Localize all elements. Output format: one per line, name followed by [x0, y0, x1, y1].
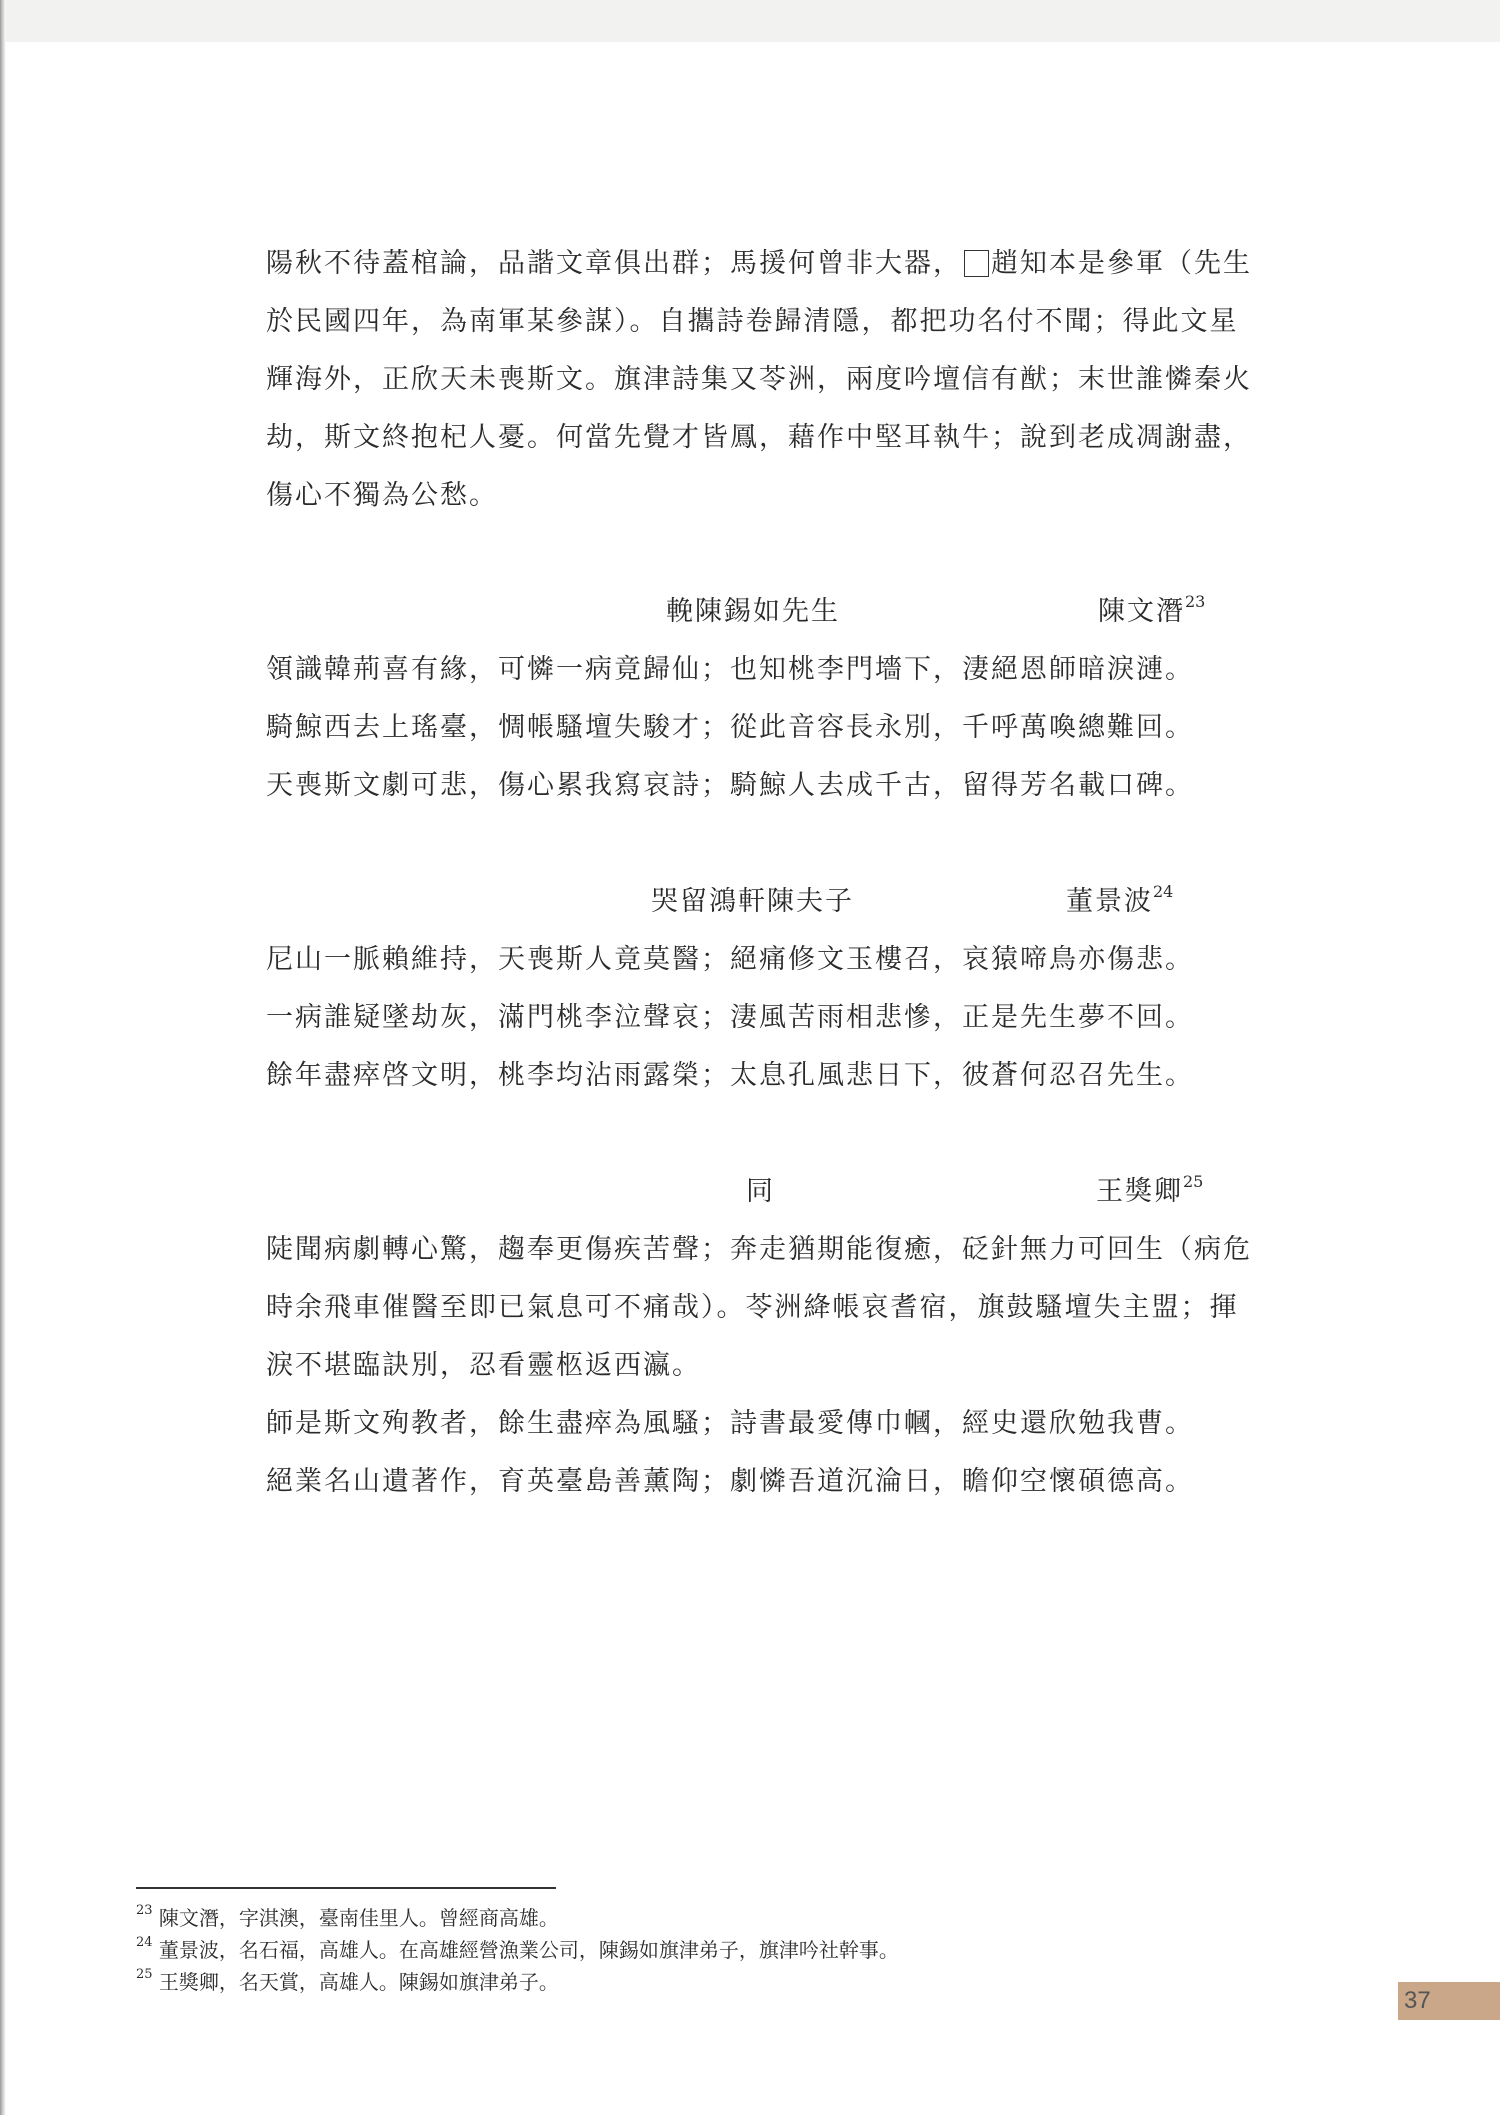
poem1-footnote-ref: 23	[1185, 592, 1206, 611]
intro-text-rest: （先生於民國四年，為南軍某參謀）。自攜詩卷歸清隱，都把功名付不聞；得此文星輝海外，正欣天未喪斯文。旗津詩集又苓洲，兩度吟壇信有猷；末世誰憐秦火劫，斯文終抱杞人憂。何當先覺才皆鳳，藉作中堅耳執牛；說到老成凋謝盡，傷心不獨為公愁。	[266, 248, 1252, 511]
poem2-author: 董景波$^{24}$	[1066, 882, 1174, 917]
main-text	[266, 235, 1256, 1511]
footnote-item: $^{25}$ 王獎卿，名天賞，高雄人。陳錫如旗津弟子。	[136, 1967, 559, 1994]
intro-text-mid: 趙知本是參軍	[991, 248, 1165, 279]
footnote-item: $^{24}$ 董景波，名石福，高雄人。在高雄經營漁業公司，陳錫如旗津弟子，旗津吟社幹事。	[136, 1935, 899, 1962]
poem2-header	[266, 873, 1256, 931]
poem3-line: 師是斯文殉教者，餘生盡瘁為風騷；詩書最愛傳巾幗，經史還欣勉我曹。	[266, 1408, 1194, 1439]
poem1-line: 領識韓荊喜有緣，可憐一病竟歸仙；也知桃李門墻下，淒絕恩師暗淚漣。	[266, 654, 1194, 685]
intro-paragraph	[266, 235, 1256, 525]
poem3-author: 王獎卿$^{25}$	[1096, 1172, 1204, 1207]
intro-text-start: 陽秋不待蓋棺論，品諧文章俱出群；馬援何曾非大器，	[266, 248, 962, 279]
scan-top-band	[0, 0, 1500, 42]
poem1-author: 陳文潛$^{23}$	[1098, 592, 1206, 627]
poem3-title: 同	[746, 1176, 775, 1207]
footnote-item: $^{23}$ 陳文潛，字淇澳，臺南佳里人。曾經商高雄。	[136, 1903, 559, 1930]
poem3-header	[266, 1163, 1256, 1221]
poem2-line: 尼山一脈賴維持，天喪斯人竟莫醫；絕痛修文玉樓召，哀猿啼鳥亦傷悲。	[266, 944, 1194, 975]
poem3-line: 絕業名山遺著作，育英臺島善薰陶；劇憐吾道沉淪日，瞻仰空懷碩德高。	[266, 1466, 1194, 1497]
footnotes	[136, 1902, 1236, 1998]
poem2-footnote-ref: 24	[1153, 882, 1174, 901]
poem3-paragraph: 陡聞病劇轉心驚，趨奉更傷疾苦聲；奔走猶期能復癒，砭針無力可回生（病危時余飛車催醫至即已氣息可不痛哉）。苓洲絳帳哀耆宿，旗鼓騷壇失主盟；揮淚不堪臨訣別，忍看靈柩返西瀛。	[266, 1234, 1252, 1381]
poem2-title: 哭留鴻軒陳夫子	[651, 886, 854, 917]
footnote-line	[136, 1887, 556, 1889]
poem1-header	[266, 583, 1256, 641]
poem1-line: 騎鯨西去上瑤臺，惆帳騷壇失駿才；從此音容長永別，千呼萬喚總難回。	[266, 712, 1194, 743]
page-number: 37	[1398, 1982, 1500, 2020]
poem3-footnote-ref: 25	[1183, 1172, 1204, 1191]
poem2-line: 餘年盡瘁啓文明，桃李均沾雨露榮；太息孔風悲日下，彼蒼何忍召先生。	[266, 1060, 1194, 1091]
missing-character-box	[964, 250, 989, 277]
poem1-line: 天喪斯文劇可悲，傷心累我寫哀詩；騎鯨人去成千古，留得芳名載口碑。	[266, 770, 1194, 801]
poem2-line: 一病誰疑墜劫灰，滿門桃李泣聲哀；淒風苦雨相悲慘，正是先生夢不回。	[266, 1002, 1194, 1033]
poem1-title: 輓陳錫如先生	[666, 596, 840, 627]
page-binding-edge	[0, 0, 6, 2115]
